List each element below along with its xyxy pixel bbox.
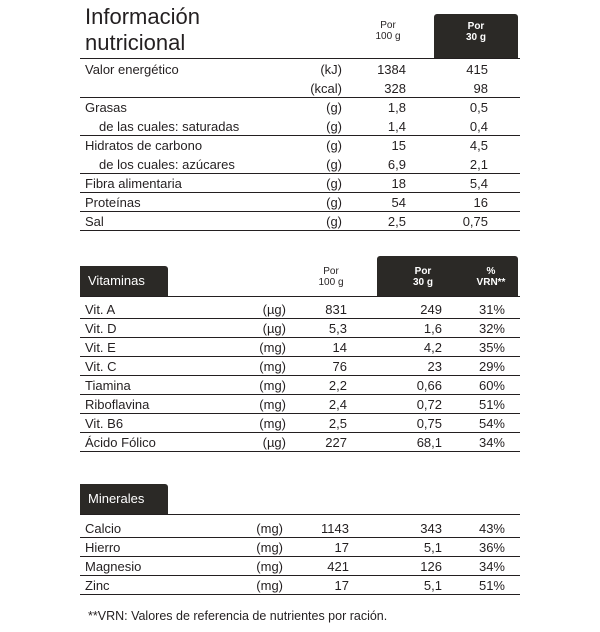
cell-vrn: 32% xyxy=(478,321,505,336)
row-divider xyxy=(80,230,520,231)
table-row xyxy=(85,433,518,452)
minerals-title: Minerales xyxy=(80,484,168,514)
cell-label: Calcio xyxy=(85,521,122,536)
cell-v30: 23 xyxy=(427,359,442,374)
cell-label: Tiamina xyxy=(85,378,131,393)
cell-v100: 18 xyxy=(391,176,406,191)
cell-v30: 5,1 xyxy=(423,540,442,555)
cell-vrn: 34% xyxy=(478,559,505,574)
table-row xyxy=(85,557,518,576)
cell-v100: 421 xyxy=(327,559,349,574)
cell-unit: (g) xyxy=(326,195,342,210)
cell-label: Vit. D xyxy=(85,321,117,336)
table-row xyxy=(85,212,518,231)
cell-v30: 5,1 xyxy=(423,578,442,593)
cell-label: Vit. A xyxy=(85,302,116,317)
cell-label: Magnesio xyxy=(85,559,142,574)
cell-v30: 1,6 xyxy=(423,321,442,336)
cell-unit: (mg) xyxy=(259,340,286,355)
cell-v30: 4,5 xyxy=(469,138,488,153)
cell-v100: 2,2 xyxy=(328,378,347,393)
main-header-per100-b: 100 g xyxy=(375,31,401,42)
vit-header-per30-b: 30 g xyxy=(412,277,433,288)
cell-v30: 0,4 xyxy=(469,119,488,134)
page-title xyxy=(85,4,200,56)
cell-v100: 6,9 xyxy=(387,157,406,172)
table-row xyxy=(85,174,518,193)
cell-v100: 1143 xyxy=(321,521,349,536)
cell-vrn: 43% xyxy=(478,521,505,536)
cell-v100: 76 xyxy=(332,359,347,374)
cell-v30: 0,72 xyxy=(416,397,442,412)
vit-header-vrn-a: % xyxy=(486,266,496,277)
cell-unit: (kJ) xyxy=(320,62,342,77)
cell-unit: (g) xyxy=(326,157,342,172)
cell-v100: 831 xyxy=(325,302,347,317)
cell-unit: (mg) xyxy=(259,378,286,393)
cell-label: Sal xyxy=(85,214,104,229)
vit-header-per100 xyxy=(311,266,351,288)
cell-v100: 2,5 xyxy=(387,214,406,229)
cell-v100: 54 xyxy=(391,195,406,210)
cell-label: Hidratos de carbono xyxy=(85,138,203,153)
table-row xyxy=(85,300,518,319)
table-row xyxy=(85,193,518,212)
cell-label: Fibra alimentaria xyxy=(85,176,182,191)
cell-unit: (g) xyxy=(326,176,342,191)
cell-unit: (g) xyxy=(326,119,342,134)
vitamins-title: Vitaminas xyxy=(80,266,168,296)
cell-unit: (mg) xyxy=(256,521,283,536)
table-row xyxy=(85,519,518,538)
table-row xyxy=(85,136,518,155)
cell-unit: (kcal) xyxy=(310,81,342,96)
cell-label: Vit. E xyxy=(85,340,116,355)
cell-v100: 5,3 xyxy=(328,321,347,336)
cell-label: Proteínas xyxy=(85,195,141,210)
cell-v100: 1,4 xyxy=(387,119,406,134)
cell-vrn: 29% xyxy=(478,359,505,374)
cell-unit: (mg) xyxy=(259,359,286,374)
cell-label: Vit. B6 xyxy=(85,416,124,431)
cell-vrn: 51% xyxy=(478,578,505,593)
title-line-2: nutricional xyxy=(85,30,186,55)
cell-v30: 0,75 xyxy=(462,214,488,229)
cell-v30: 415 xyxy=(466,62,488,77)
cell-v100: 14 xyxy=(332,340,347,355)
cell-v100: 2,4 xyxy=(328,397,347,412)
cell-v100: 17 xyxy=(334,578,349,593)
cell-vrn: 36% xyxy=(478,540,505,555)
cell-v100: 15 xyxy=(391,138,406,153)
table-row xyxy=(85,538,518,557)
main-header-per100-a: Por xyxy=(380,20,396,31)
cell-v30: 0,5 xyxy=(469,100,488,115)
cell-vrn: 35% xyxy=(478,340,505,355)
cell-v30: 98 xyxy=(473,81,488,96)
cell-unit: (µg) xyxy=(262,435,286,450)
cell-v30: 5,4 xyxy=(469,176,488,191)
table-row xyxy=(85,79,518,98)
cell-v30: 343 xyxy=(420,521,442,536)
cell-v30: 4,2 xyxy=(423,340,442,355)
vit-header-per30-a: Por xyxy=(414,266,432,277)
main-header-per30-a: Por xyxy=(467,21,485,32)
cell-v30: 16 xyxy=(473,195,488,210)
cell-v100: 328 xyxy=(384,81,406,96)
row-divider xyxy=(80,594,520,595)
cell-v100: 1384 xyxy=(377,62,406,77)
cell-vrn: 31% xyxy=(478,302,505,317)
cell-label: Valor energético xyxy=(85,62,179,77)
table-row xyxy=(85,98,518,117)
cell-label: Vit. C xyxy=(85,359,117,374)
cell-unit: (g) xyxy=(326,100,342,115)
vit-header-vrn xyxy=(469,266,513,288)
cell-label: Grasas xyxy=(85,100,127,115)
table-row xyxy=(85,357,518,376)
table-row xyxy=(85,576,518,595)
cell-v100: 227 xyxy=(325,435,347,450)
cell-unit: (mg) xyxy=(259,416,286,431)
cell-v30: 2,1 xyxy=(469,157,488,172)
cell-v100: 2,5 xyxy=(328,416,347,431)
vit-header-box xyxy=(377,256,518,296)
cell-label: Zinc xyxy=(85,578,110,593)
row-divider xyxy=(80,451,520,452)
cell-vrn: 51% xyxy=(478,397,505,412)
cell-unit: (µg) xyxy=(262,321,286,336)
main-top-rule xyxy=(80,58,520,59)
cell-unit: (mg) xyxy=(256,559,283,574)
main-header-per30 xyxy=(434,14,518,58)
cell-unit: (µg) xyxy=(262,302,286,317)
vit-header-per100-a: Por xyxy=(323,266,339,277)
cell-unit: (mg) xyxy=(256,540,283,555)
main-header-per30-b: 30 g xyxy=(465,32,486,43)
cell-label: de los cuales: azúcares xyxy=(99,157,235,172)
vit-top-rule xyxy=(80,296,520,297)
cell-v30: 0,75 xyxy=(416,416,442,431)
title-line-1: Información xyxy=(85,4,200,29)
min-top-rule xyxy=(80,514,520,515)
cell-unit: (mg) xyxy=(256,578,283,593)
table-row xyxy=(85,155,518,174)
cell-v100: 1,8 xyxy=(387,100,406,115)
vit-header-per30 xyxy=(399,266,447,288)
table-row xyxy=(85,319,518,338)
vit-header-vrn-b: VRN** xyxy=(476,277,506,288)
cell-unit: (g) xyxy=(326,138,342,153)
table-row xyxy=(85,60,518,79)
cell-v30: 249 xyxy=(420,302,442,317)
cell-vrn: 60% xyxy=(478,378,505,393)
table-row xyxy=(85,117,518,136)
footnote: **VRN: Valores de referencia de nutrientes por ración. xyxy=(88,609,388,623)
cell-v100: 17 xyxy=(334,540,349,555)
cell-v30: 68,1 xyxy=(416,435,442,450)
vit-header-per100-b: 100 g xyxy=(318,277,344,288)
table-row xyxy=(85,338,518,357)
cell-unit: (mg) xyxy=(259,397,286,412)
cell-v30: 126 xyxy=(420,559,442,574)
cell-label: Hierro xyxy=(85,540,121,555)
table-row xyxy=(85,414,518,433)
table-row xyxy=(85,395,518,414)
cell-unit: (g) xyxy=(326,214,342,229)
cell-vrn: 54% xyxy=(478,416,505,431)
cell-label: Riboflavina xyxy=(85,397,150,412)
table-row xyxy=(85,376,518,395)
cell-label: de las cuales: saturadas xyxy=(99,119,240,134)
main-header-per100 xyxy=(368,20,408,42)
cell-label: Ácido Fólico xyxy=(85,435,156,450)
cell-vrn: 34% xyxy=(478,435,505,450)
cell-v30: 0,66 xyxy=(416,378,442,393)
